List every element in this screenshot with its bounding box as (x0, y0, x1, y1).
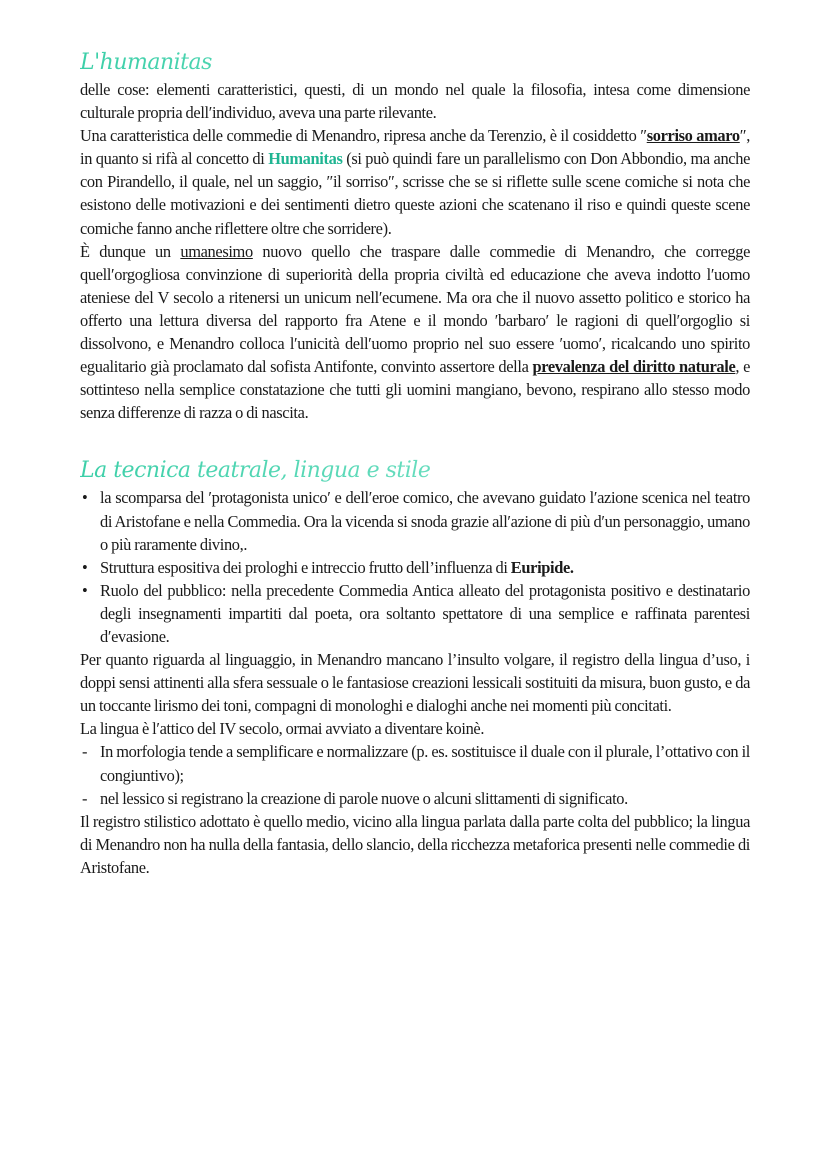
list-item: • la scomparsa del ′protagonista unico′ e dell′eroe comico, che avevano guidato l′azione scenica nel teatro di Aristofane e nella Commedia. Ora la vicenda si snoda grazie all′azione di più d′un personaggio, umano o più raramente divino,. (80, 486, 750, 555)
text: È dunque un (80, 241, 181, 261)
text: , e sottinteso nella semplice constatazione che tutti gli uomini mangiano, bevono, respirano allo stesso modo senza differenze di razza o di nascita. (80, 357, 750, 423)
paragraph (80, 124, 750, 239)
paragraph: La lingua è l′attico del IV secolo, ormai avviato a diventare koinè. (80, 719, 485, 739)
paragraph: delle cose: elementi caratteristici, questi, di un mondo nel quale la filosofia, intesa come dimensione culturale propria dell′individuo, aveva una parte rilevante. (80, 80, 750, 123)
text: Una caratteristica delle commedie di Menandro, ripresa anche da Terenzio, è il cosiddetto ″ (80, 126, 647, 146)
list-item (80, 556, 750, 579)
emphasis-diritto-naturale: prevalenza del diritto naturale (532, 357, 736, 377)
section-heading-tecnica: La tecnica teatrale, lingua e stile (80, 456, 750, 486)
highlight-humanitas: Humanitas (268, 149, 343, 169)
text: (si può quindi fare un parallelismo con Don Abbondio, ma anche con Pirandello, il quale, nel un saggio, ″il sorriso″, scrisse che se si riflette sulle scene comiche si nota che esistono delle motivazioni e dei sentimenti dietro queste azioni che scatenano il riso e quindi queste scene comiche fanno anche riflettere oltre che sorridere). (80, 149, 750, 238)
text: ″, in quanto si rifà al concetto di (80, 126, 750, 169)
section-heading-humanitas: L'humanitas (80, 48, 750, 78)
paragraph: Il registro stilistico adottato è quello medio, vicino alla lingua parlata dalla parte colta del pubblico; la lingua di Menandro non ha nulla della fantasia, dello slancio, della ricchezza metaforica presenti nelle commedie di Aristofane. (80, 811, 750, 877)
document-page (80, 48, 750, 879)
emphasis-sorriso-amaro: sorriso amaro (646, 126, 740, 146)
bullet-list (80, 486, 750, 648)
dash-list (80, 740, 750, 809)
text: nuovo quello che traspare dalle commedie di Menandro, che corregge quell′orgogliosa convinzione di superiorità della propria civiltà ed educazione che aveva indotto l′uomo ateniese del V secolo a ritenersi un unicum nell′ecumene. Ma ora che il nuovo assetto politico e storico ha offerto una lettura diversa del rapporto fra Atene e il mondo ′barbaro′ le ragioni di quell′orgoglio si dissolvono, e Menandro colloca l′unicità dell′uomo proprio nel suo essere ′uomo′, ricalcando uno spirito egualitario già proclamato dal sofista Antifonte, convinto assertore della (80, 241, 751, 377)
list-item: • Ruolo del pubblico: nella precedente Commedia Antica alleato del protagonista positivo e destinatario degli insegnamenti impartiti dal poeta, ora soltanto spettatore di una semplice e raffinata parentesi d′evasione. (80, 579, 750, 648)
emphasis-umanesimo: umanesimo (180, 241, 253, 261)
list-item: - In morfologia tende a semplificare e normalizzare (p. es. sostituisce il duale con il plurale, l’ottativo con il congiuntivo); (80, 740, 750, 786)
text: Struttura espositiva dei prologhi e intreccio frutto dell’influenza di (100, 557, 511, 577)
list-item: - nel lessico si registrano la creazione di parole nuove o alcuni slittamenti di significato. (80, 787, 750, 810)
emphasis-euripide: Euripide. (510, 557, 574, 577)
paragraph (80, 240, 750, 425)
paragraph: Per quanto riguarda al linguaggio, in Menandro mancano l’insulto volgare, il registro della lingua d’uso, i doppi sensi attinenti alla sfera sessuale o le fantasiose creazioni lessicali sostituiti da misura, buon gusto, e da un toccante lirismo dei toni, compagni di monologhi e dialoghi anche nei momenti più concitati. (80, 650, 750, 716)
